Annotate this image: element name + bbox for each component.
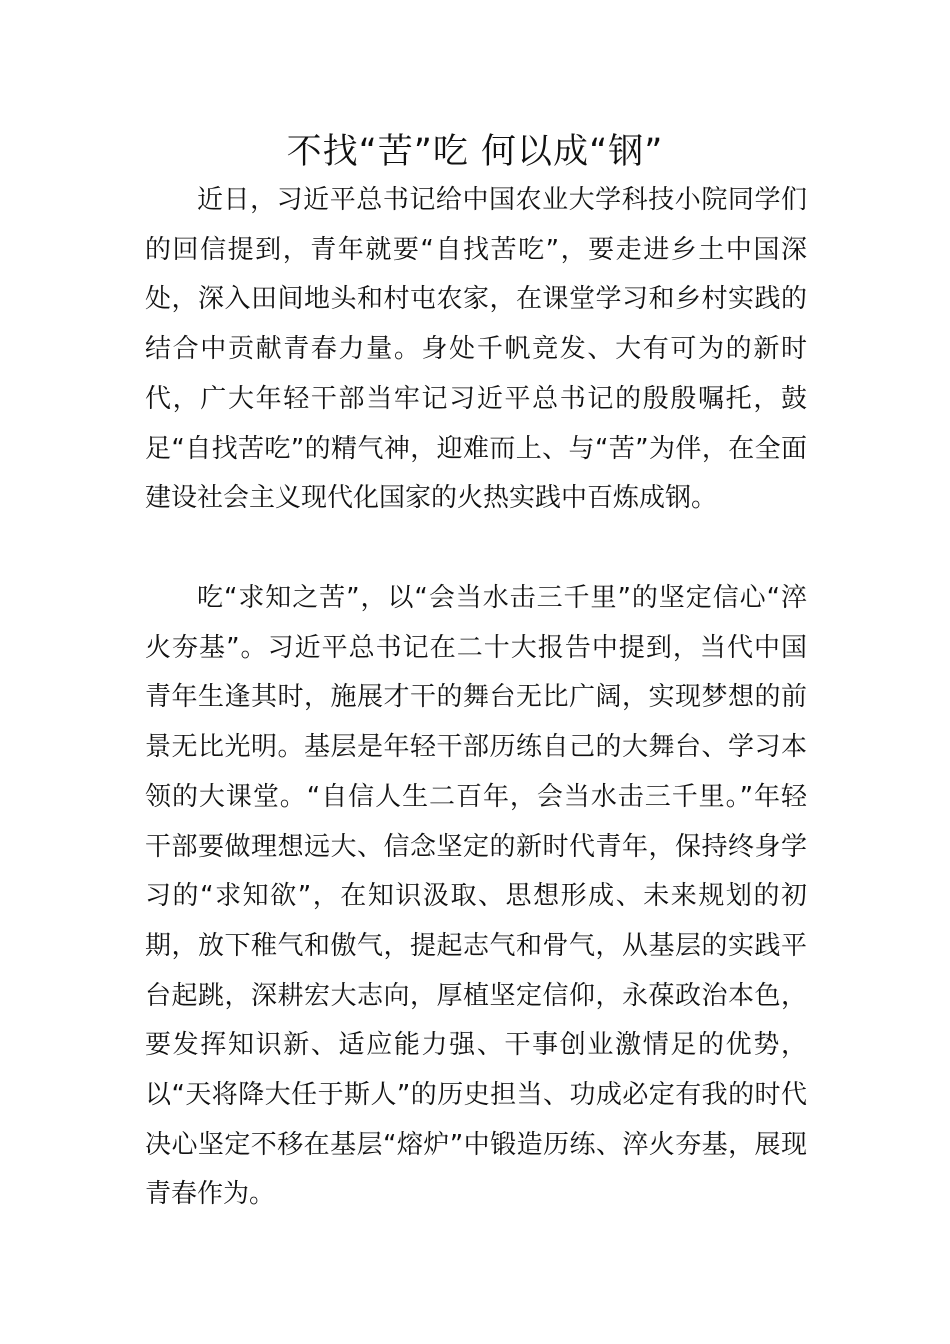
paragraph-1: 近日，习近平总书记给中国农业大学科技小院同学们的回信提到，青年就要“自找苦吃”，要走进乡土中国深处，深入田间地头和村屯农家，在课堂学习和乡村实践的结合中贡献青春力量。身处千帆竞发、大有可为的新时代，广大年轻干部当牢记习近平总书记的殷殷嘱托，鼓足“自找苦吃”的精气神，迎难而上、与“苦”为伴，在全面建设社会主义现代化国家的火热实践中百炼成钢。 xyxy=(145,185,807,514)
paragraph-2: 吃“求知之苦”，以“会当水击三千里”的坚定信心“淬火夯基”。习近平总书记在二十大报告中提到，当代中国青年生逢其时，施展才干的舞台无比广阔，实现梦想的前景无比光明。基层是年轻干部历练自己的大舞台、学习本领的大课堂。“自信人生二百年，会当水击三千里。”年轻干部要做理想远大、信念坚定的新时代青年，保持终身学习的“求知欲”，在知识汲取、思想形成、未来规划的初期，放下稚气和傲气，提起志气和骨气，从基层的实践平台起跳，深耕宏大志向，厚植坚定信仰，永葆政治本色，要发挥知识新、适应能力强、干事创业激情足的优势，以“天将降大任于斯人”的历史担当、功成必定有我的时代决心坚定不移在基层“熔炉”中锻造历练、淬火夯基，展现青春作为。 xyxy=(145,583,807,1210)
document-title: 不找“苦”吃 何以成“钢” xyxy=(286,132,664,172)
